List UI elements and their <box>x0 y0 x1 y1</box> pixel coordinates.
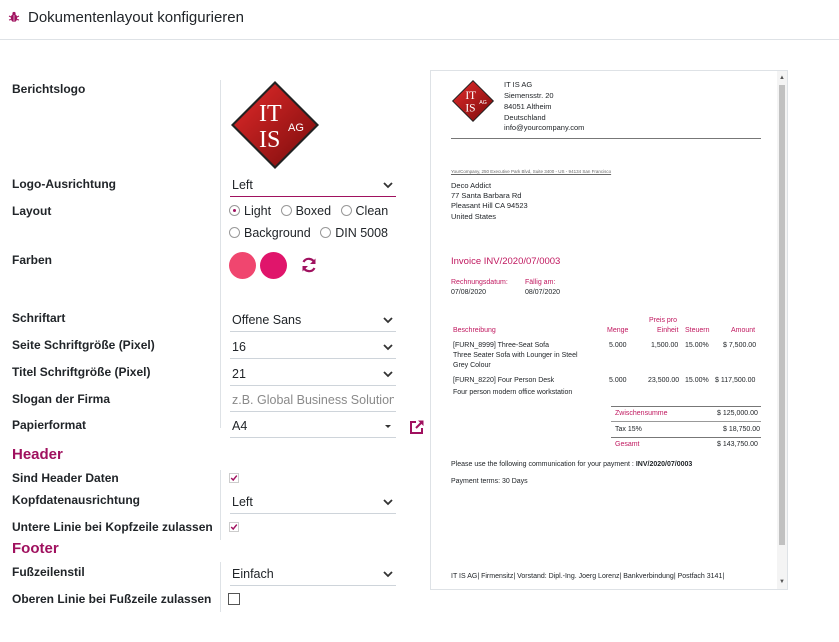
preview-invoice-date-label: Rechnungsdatum: <box>451 279 508 286</box>
preview-header-line <box>451 138 761 139</box>
svg-text:IT: IT <box>259 101 282 127</box>
header-align-label: Kopfdatenausrichtung <box>12 493 140 507</box>
title-font-size-select[interactable] <box>230 364 396 386</box>
layout-option-background[interactable]: Background <box>229 226 311 240</box>
preview-due-date: 08/07/2020 <box>525 289 561 296</box>
preview-payment-terms: Payment terms: 30 Days <box>451 478 528 485</box>
preview-communication: Please use the following communication for your payment : INV/2020/07/0003 <box>451 461 693 468</box>
header-align-value: Left <box>232 495 253 509</box>
chevron-down-icon <box>382 180 394 190</box>
header-line-label: Untere Linie bei Kopfzeile zulassen <box>12 520 213 534</box>
preview-col-taxes: Steuern <box>685 327 710 334</box>
scroll-thumb[interactable] <box>779 85 785 545</box>
preview-total: $ 143,750.00 <box>717 441 758 448</box>
preview-line2-price: 23,500.00 <box>648 377 680 384</box>
title-font-size-label: Titel Schriftgröße (Pixel) <box>12 365 151 379</box>
preview-footer: IT IS AG| Firmensitz| Vorstand: Dipl.-Ing. Joerg Lorenz| Bankverbindung| Postfach 3141| <box>451 573 725 580</box>
font-label: Schriftart <box>12 311 66 325</box>
preview-scrollbar[interactable] <box>777 71 787 589</box>
footer-style-value: Einfach <box>232 567 274 581</box>
slogan-field[interactable] <box>230 390 396 412</box>
layout-option-din5008[interactable]: DIN 5008 <box>320 226 388 240</box>
preview-line1-desc-2: Three Seater Sofa with Lounger in Steel <box>453 352 578 359</box>
layout-radio-group-2 <box>229 226 394 240</box>
company-logo[interactable] <box>229 79 321 171</box>
page-font-size-label: Seite Schriftgröße (Pixel) <box>12 338 155 352</box>
form-divider <box>220 470 221 540</box>
svg-text:IS: IS <box>259 127 281 153</box>
preview-total-label: Gesamt <box>615 441 640 448</box>
external-link-icon[interactable] <box>408 419 425 436</box>
chevron-down-icon <box>382 369 394 379</box>
preview-logo <box>451 79 495 123</box>
refresh-icon[interactable] <box>300 256 318 274</box>
slogan-label: Slogan der Firma <box>12 392 111 406</box>
logo-label: Berichtslogo <box>12 82 86 96</box>
title-font-size-value: 21 <box>232 367 246 381</box>
footer-section-title: Footer <box>12 540 59 557</box>
preview-company-city: 84051 Altheim <box>504 102 552 111</box>
radio[interactable] <box>320 227 331 238</box>
page-font-size-select[interactable] <box>230 337 396 359</box>
preview-col-price-2: Einheit <box>657 327 679 334</box>
preview-company-name: IT IS AG <box>504 80 533 89</box>
svg-text:AG: AG <box>288 122 304 134</box>
radio[interactable] <box>281 205 292 216</box>
totals-divider <box>611 437 761 438</box>
svg-text:IS: IS <box>465 102 476 115</box>
chevron-down-icon <box>382 342 394 352</box>
document-preview[interactable] <box>430 70 788 590</box>
preview-line2-tax: 15.00% <box>685 377 709 384</box>
layout-label: Layout <box>12 204 52 218</box>
preview-recipient-street: 77 Santa Barbara Rd <box>451 191 522 200</box>
footer-style-select[interactable] <box>230 564 396 586</box>
totals-divider <box>611 406 761 407</box>
form-divider <box>220 562 221 612</box>
preview-invoice-title: Invoice INV/2020/07/0003 <box>451 256 561 267</box>
layout-radio-group-1 <box>229 204 394 218</box>
preview-col-amount: Amount <box>731 327 756 334</box>
preview-line1-desc-3: Grey Colour <box>453 362 491 369</box>
radio-selected[interactable] <box>229 205 240 216</box>
radio[interactable] <box>229 227 240 238</box>
preview-subtotal-label: Zwischensumme <box>615 410 668 417</box>
footer-line-label: Oberen Linie bei Fußzeile zulassen <box>12 592 212 606</box>
scroll-down-icon[interactable]: ▼ <box>779 579 785 585</box>
header-line-checkbox[interactable] <box>229 522 239 532</box>
page-title: Dokumentenlayout konfigurieren <box>28 9 244 26</box>
header-data-checkbox[interactable] <box>229 473 239 483</box>
preview-line2-amount: $ 117,500.00 <box>715 377 756 384</box>
font-value: Offene Sans <box>232 313 302 327</box>
preview-tax-label: Tax 15% <box>615 426 642 433</box>
chevron-down-icon <box>382 497 394 507</box>
paper-select[interactable] <box>230 416 396 438</box>
preview-company-street: Siemensstr. 20 <box>504 91 554 100</box>
preview-invoice-date: 07/08/2020 <box>451 289 487 296</box>
preview-line2-qty: 5.000 <box>609 377 627 384</box>
form-divider <box>220 80 221 428</box>
preview-recipient-country: United States <box>451 212 497 221</box>
preview-line1-amount: $ 7,500.00 <box>723 342 757 349</box>
preview-recipient-name: Deco Addict <box>451 181 492 190</box>
preview-line1-tax: 15.00% <box>685 342 709 349</box>
preview-line1-desc-1: [FURN_8999] Three-Seat Sofa <box>453 342 549 349</box>
preview-subtotal: $ 125,000.00 <box>717 410 758 417</box>
totals-divider <box>611 421 761 422</box>
primary-color-swatch[interactable] <box>229 252 256 279</box>
logo-align-select[interactable] <box>230 175 396 197</box>
header-align-select[interactable] <box>230 492 396 514</box>
page-font-size-value: 16 <box>232 340 246 354</box>
slogan-input[interactable] <box>230 390 396 410</box>
radio[interactable] <box>341 205 352 216</box>
footer-line-checkbox[interactable] <box>228 593 240 605</box>
logo-align-value: Left <box>232 178 253 192</box>
preview-tax: $ 18,750.00 <box>723 426 760 433</box>
check-icon <box>230 523 238 531</box>
chevron-down-icon <box>382 569 394 579</box>
header-data-label: Sind Header Daten <box>12 471 119 485</box>
layout-option-clean[interactable]: Clean <box>341 204 389 218</box>
preview-line2-desc-1: [FURN_8220] Four Person Desk <box>453 377 555 384</box>
colors-label: Farben <box>12 253 53 267</box>
preview-line1-qty: 5.000 <box>609 342 627 349</box>
preview-col-desc: Beschreibung <box>453 327 496 334</box>
caret-down-icon <box>382 421 394 431</box>
paper-value: A4 <box>232 419 248 433</box>
preview-company-country: Deutschland <box>504 113 546 122</box>
preview-recipient-city: Pleasant Hill CA 94523 <box>451 201 528 210</box>
paper-label: Papierformat <box>12 418 87 432</box>
logo-align-label: Logo-Ausrichtung <box>12 177 116 191</box>
layout-option-boxed[interactable]: Boxed <box>281 204 331 218</box>
bug-icon <box>8 11 20 23</box>
header-section-title: Header <box>12 446 63 463</box>
secondary-color-swatch[interactable] <box>260 252 287 279</box>
preview-line1-price: 1,500.00 <box>651 342 679 349</box>
preview-line2-desc-2: Four person modern office workstation <box>453 389 573 396</box>
preview-col-price-1: Preis pro <box>649 317 678 324</box>
svg-text:IT: IT <box>465 90 477 103</box>
font-select[interactable] <box>230 310 396 332</box>
chevron-down-icon <box>382 315 394 325</box>
preview-due-date-label: Fällig am: <box>525 279 556 286</box>
footer-style-label: Fußzeilenstil <box>12 565 85 579</box>
preview-sender-line: YourCompany, 250 Executive Park Blvd, Suite 3400 - US - 94134 San Francisco <box>451 169 612 174</box>
svg-text:AG: AG <box>479 99 487 106</box>
preview-col-qty: Menge <box>607 327 629 334</box>
page-header <box>0 0 839 40</box>
preview-company-email: info@yourcompany.com <box>504 123 585 132</box>
layout-option-light[interactable]: Light <box>229 204 271 218</box>
scroll-up-icon[interactable]: ▲ <box>779 75 785 81</box>
check-icon <box>230 474 238 482</box>
